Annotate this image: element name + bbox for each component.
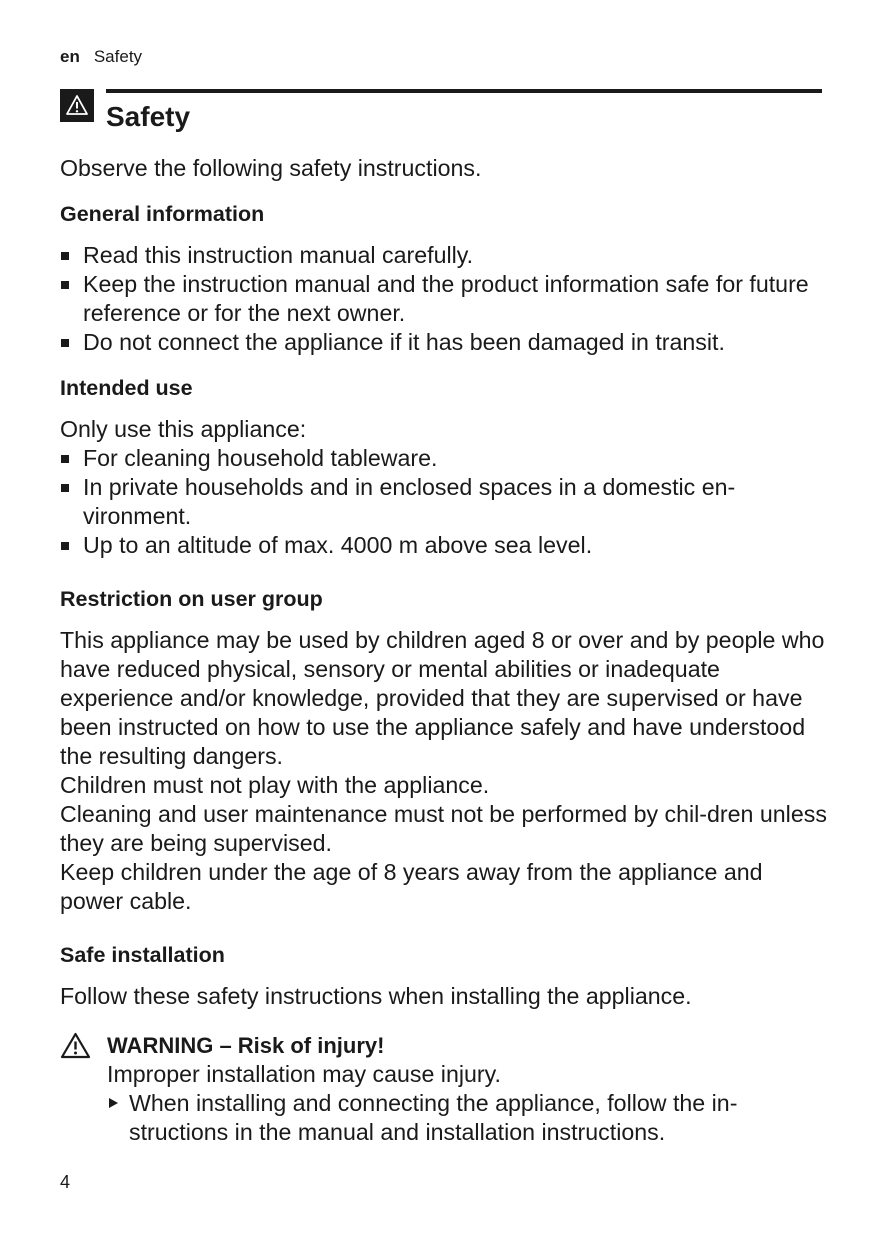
list-item: Keep the instruction manual and the product information safe for future reference or for the next owner.	[60, 270, 830, 328]
page-content	[60, 154, 830, 1147]
warning-title: WARNING – Risk of injury!	[107, 1033, 385, 1058]
restriction-paragraph: Cleaning and user maintenance must not be performed by chil-dren unless they are being supervised.	[60, 801, 827, 856]
warning-action-list	[107, 1089, 830, 1147]
restriction-paragraph: This appliance may be used by children aged 8 or over and by people who have reduced physical, sensory or mental abilities or inadequate experience and/or knowledge, provided that they are supervised or have been instructed on how to use the appliance safely and have understood the resulting dangers.	[60, 627, 825, 769]
intended-use-list	[60, 444, 830, 560]
warning-triangle-icon	[60, 1032, 91, 1059]
general-information-heading: General information	[60, 202, 265, 226]
restriction-heading: Restriction on user group	[60, 587, 323, 611]
page-number: 4	[60, 1172, 71, 1192]
warning-action: When installing and connecting the appliance, follow the in-structions in the manual and installation instructions.	[107, 1089, 830, 1147]
header-section: Safety	[93, 47, 143, 66]
restriction-paragraph: Keep children under the age of 8 years away from the appliance and power cable.	[60, 859, 763, 914]
title-rule	[106, 89, 822, 93]
safe-installation-intro: Follow these safety instructions when installing the appliance.	[60, 983, 692, 1009]
intended-use-lead: Only use this appliance:	[60, 416, 307, 442]
list-item: Read this instruction manual carefully.	[60, 241, 830, 270]
warning-block	[60, 1031, 830, 1147]
safe-installation-heading: Safe installation	[60, 943, 225, 967]
list-item: Up to an altitude of max. 4000 m above sea level.	[60, 531, 830, 560]
intro-text: Observe the following safety instructions.	[60, 155, 482, 181]
restriction-paragraph: Children must not play with the appliance.	[60, 772, 490, 798]
list-item: For cleaning household tableware.	[60, 444, 830, 473]
warning-text: Improper installation may cause injury.	[107, 1061, 501, 1087]
intended-use-heading: Intended use	[60, 376, 193, 400]
running-header	[60, 47, 142, 67]
general-information-list	[60, 241, 830, 357]
warning-box-icon	[60, 89, 94, 122]
page-title: Safety	[106, 101, 191, 132]
language-code: en	[60, 47, 80, 66]
list-item: Do not connect the appliance if it has been damaged in transit.	[60, 328, 830, 357]
list-item: In private households and in enclosed spaces in a domestic en-vironment.	[60, 473, 830, 531]
